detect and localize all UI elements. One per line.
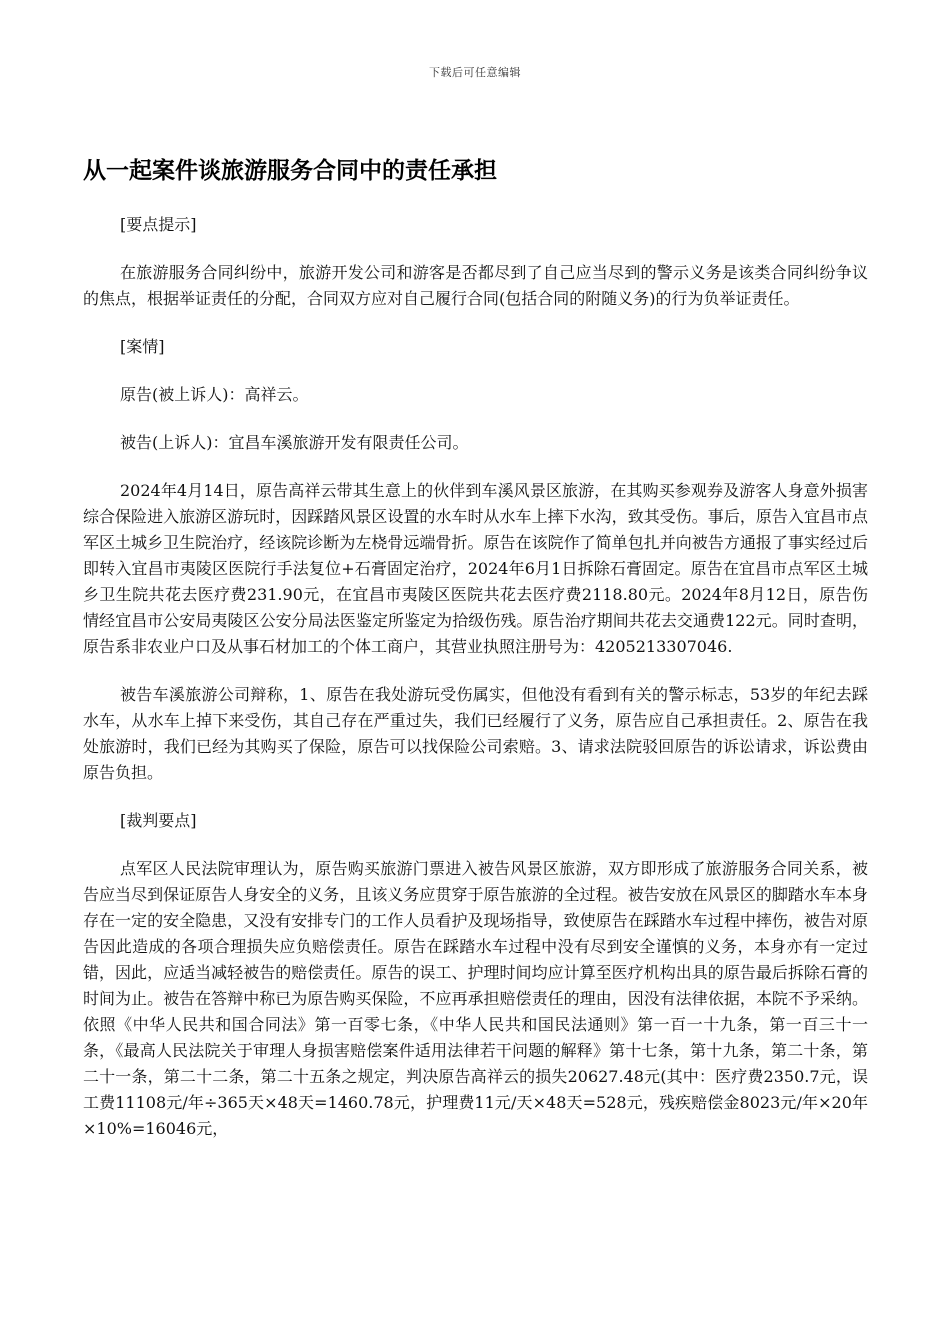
section-label-ruling: [裁判要点] (120, 811, 197, 830)
section-label-key-points: [要点提示] (120, 215, 197, 234)
document-body (83, 212, 868, 1142)
facts-paragraph: 2024年4月14日，原告高祥云带其生意上的伙伴到车溪风景区旅游，在其购买参观券及游客人身意外损害综合保险进入旅游区游玩时，因踩踏风景区设置的水车时从水车上摔下水沟，致其受伤。事后，原告入宜昌市点军区土城乡卫生院治疗，经该院诊断为左桡骨远端骨折。原告在该院作了简单包扎并向被告方通报了事实经过后即转入宜昌市夷陵区医院行手法复位+石膏固定治疗，2024年6月1日拆除石膏固定。原告在宜昌市点军区土城乡卫生院共花去医疗费231.90元，在宜昌市夷陵区医院共花去医疗费2118.80元。2024年8月12日，原告伤情经宜昌市公安局夷陵区公安分局法医鉴定所鉴定为拾级伤残。原告治疗期间共花去交通费122元。同时查明，原告系非农业户口及从事石材加工的个体工商户，其营业执照注册号为：4205213307046. (83, 481, 868, 656)
defense-paragraph: 被告车溪旅游公司辩称，1、原告在我处游玩受伤属实，但他没有看到有关的警示标志，53岁的年纪去踩水车，从水车上掉下来受伤，其自己存在严重过失，我们已经履行了义务，原告应自己承担责任。2、原告在我处旅游时，我们已经为其购买了保险，原告可以找保险公司索赔。3、请求法院驳回原告的诉讼请求，诉讼费由原告负担。 (83, 685, 868, 782)
page-title: 从一起案件谈旅游服务合同中的责任承担 (83, 158, 497, 184)
key-points-paragraph: 在旅游服务合同纠纷中，旅游开发公司和游客是否都尽到了自己应当尽到的警示义务是该类合同纠纷争议的焦点，根据举证责任的分配，合同双方应对自己履行合同(包括合同的附随义务)的行为负举证责任。 (83, 263, 868, 308)
ruling-paragraph: 点军区人民法院审理认为，原告购买旅游门票进入被告风景区旅游，双方即形成了旅游服务合同关系，被告应当尽到保证原告人身安全的义务，且该义务应贯穿于原告旅游的全过程。被告安放在风景区的脚踏水车本身存在一定的安全隐患，又没有安排专门的工作人员看护及现场指导，致使原告在踩踏水车过程中摔伤，被告对原告因此造成的各项合理损失应负赔偿责任。原告在踩踏水车过程中没有尽到安全谨慎的义务，本身亦有一定过错，因此，应适当减轻被告的赔偿责任。原告的误工、护理时间均应计算至医疗机构出具的原告最后拆除石膏的时间为止。被告在答辩中称已为原告购买保险，不应再承担赔偿责任的理由，因没有法律依据，本院不予采纳。依照《中华人民共和国合同法》第一百零七条，《中华人民共和国民法通则》第一百一十九条，第一百三十一条，《最高人民法院关于审理人身损害赔偿案件适用法律若干问题的解释》第十七条，第十九条，第二十条，第二十一条，第二十二条，第二十五条之规定，判决原告高祥云的损失20627.48元(其中：医疗费2350.7元，误工费11108元/年÷365天×48天=1460.78元，护理费11元/天×48天=528元，残疾赔偿金8023元/年×20年×10%=16046元， (83, 859, 868, 1138)
plaintiff-paragraph: 原告(被上诉人)：高祥云。 (120, 385, 309, 404)
defendant-paragraph: 被告(上诉人)：宜昌车溪旅游开发有限责任公司。 (120, 433, 469, 452)
header-note: 下载后可任意编辑 (429, 66, 521, 79)
section-label-case: [案情] (120, 337, 165, 356)
